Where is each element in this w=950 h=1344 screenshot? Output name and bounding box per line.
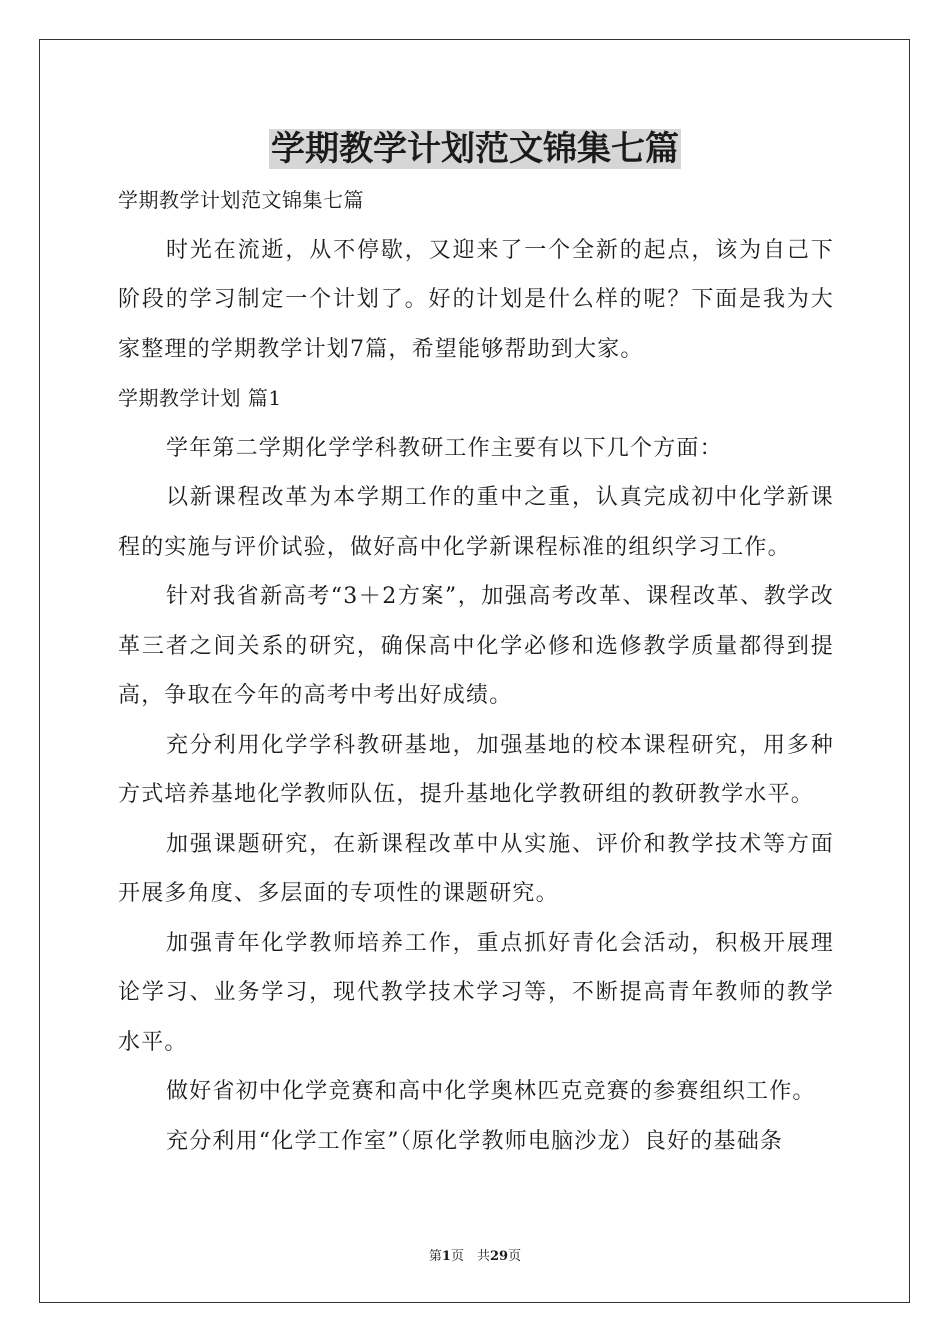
- intro-paragraph: 时光在流逝，从不停歇，又迎来了一个全新的起点，该为自己下阶段的学习制定一个计划了。好的计划是什么样的呢？下面是我为大家整理的学期教学计划7篇，希望能够帮助到大家。: [118, 237, 834, 362]
- footer-page-total: 29: [489, 1249, 509, 1264]
- footer-page-current: 1: [441, 1249, 451, 1264]
- page-footer: [0, 1248, 950, 1266]
- document-title-text: 学期教学计划范文锦集七篇: [271, 129, 679, 169]
- section-paragraph-2: 以新课程改革为本学期工作的重中之重，认真完成初中化学新课程的实施与评价试验，做好高中化学新课程标准的组织学习工作。: [118, 485, 834, 560]
- subtitle-line: 学期教学计划范文锦集七篇: [118, 188, 364, 212]
- section-paragraph-7: 做好省初中化学竞赛和高中化学奥林匹克竞赛的参赛组织工作。: [166, 1079, 816, 1104]
- section-paragraph-5: 加强课题研究，在新课程改革中从实施、评价和教学技术等方面开展多角度、多层面的专项性的课题研究。: [118, 831, 834, 906]
- section-paragraph-3: 针对我省新高考“3＋2方案”，加强高考改革、课程改革、教学改革三者之间关系的研究，确保高中化学必修和选修教学质量都得到提高，争取在今年的高考中考出好成绩。: [118, 584, 834, 708]
- section-paragraph-6: 加强青年化学教师培养工作，重点抓好青化会活动，积极开展理论学习、业务学习，现代教学技术学习等，不断提高青年教师的教学水平。: [118, 930, 834, 1055]
- document-body: [118, 176, 834, 1166]
- footer-suffix: 页: [508, 1249, 522, 1264]
- footer-prefix: 第: [428, 1249, 442, 1264]
- section-heading: 学期教学计划 篇1: [118, 386, 282, 410]
- section-paragraph-8: 充分利用“化学工作室”（原化学教师电脑沙龙）良好的基础条: [166, 1128, 784, 1154]
- section-paragraph-1: 学年第二学期化学学科教研工作主要有以下几个方面：: [166, 435, 723, 461]
- footer-mid: 页 共: [450, 1249, 490, 1264]
- document-title: [0, 124, 950, 174]
- section-paragraph-4: 充分利用化学学科教研基地，加强基地的校本课程研究，用多种方式培养基地化学教师队伍，提升基地化学教研组的教研教学水平。: [118, 732, 834, 807]
